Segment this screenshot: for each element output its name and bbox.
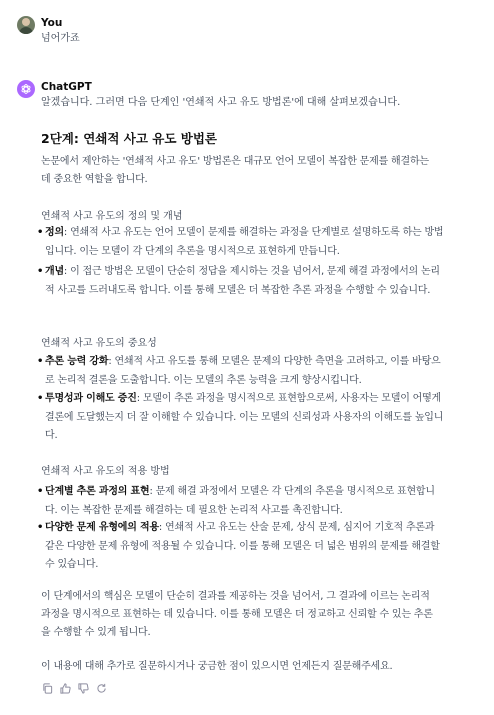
- subsection-title: 연쇄적 사고 유도의 적용 방법: [41, 466, 170, 477]
- list-item: • 단계별 추론 과정의 표현: 문제 해결 과정에서 모델은 각 단계의 추론을 명시적으로 표현합니다. 이는 복잡한 문제를 해결하는 데 필요한 논리적 사고를 촉진합니다.: [37, 486, 435, 516]
- section-heading: 2단계: 연쇄적 사고 유도 방법론: [41, 131, 218, 146]
- assistant-intro: 알겠습니다. 그러면 다음 단계인 '연쇄적 사고 유도 방법론'에 대해 살펴보겠습니다.: [41, 97, 401, 108]
- user-name: You: [41, 17, 63, 29]
- list-item-term: 개념: [45, 266, 64, 277]
- assistant-name: ChatGPT: [41, 81, 92, 93]
- openai-logo-icon: [20, 83, 32, 95]
- list-item: • 개념: 이 접근 방법은 모델이 단순히 정답을 제시하는 것을 넘어서, 문제 해결 과정에서의 논리적 사고를 드러내도록 합니다. 이를 통해 모델은 더 복잡한 추론 과정을 수행할 수 있습니다.: [37, 266, 440, 296]
- intro-paragraph: 논문에서 제안하는 '연쇄적 사고 유도' 방법론은 대규모 언어 모델이 복잡한 문제를 해결하는 데 중요한 역할을 합니다.: [41, 156, 429, 185]
- copy-icon[interactable]: [41, 682, 53, 694]
- thumbs-up-icon[interactable]: [59, 682, 71, 694]
- list-item-text: : 연쇄적 사고 유도를 통해 모델은 문제의 다양한 측면을 고려하고, 이를 바탕으로 논리적 결론을 도출합니다. 이는 모델의 추론 능력을 크게 향상시킵니다.: [45, 356, 441, 386]
- subsection-title: 연쇄적 사고 유도의 중요성: [41, 338, 157, 349]
- list-item: • 다양한 문제 유형에의 적용: 연쇄적 사고 유도는 산술 문제, 상식 문제, 심지어 기호적 추론과 같은 다양한 문제 유형에 적용될 수 있습니다. 이를 통해 모델은 더 넓은 범위의 문제를 해결할 수 있습니다.: [37, 522, 440, 570]
- regenerate-icon[interactable]: [95, 682, 107, 694]
- list-item: • 정의: 연쇄적 사고 유도는 언어 모델이 문제를 해결하는 과정을 단계별로 설명하도록 하는 방법입니다. 이는 모델이 각 단계의 추론을 명시적으로 표현하게 만듭니다.: [37, 227, 444, 257]
- list-item-term: 정의: [45, 227, 64, 238]
- message-actions: [41, 682, 107, 694]
- list-item-term: 투명성과 이해도 증진: [45, 393, 137, 404]
- user-message: 넘어가죠: [41, 33, 80, 44]
- list-item-term: 단계별 추론 과정의 표현: [45, 486, 150, 497]
- list-item-text: : 문제 해결 과정에서 모델은 각 단계의 추론을 명시적으로 표현합니다. 이는 복잡한 문제를 해결하는 데 필요한 논리적 사고를 촉진합니다.: [45, 486, 435, 516]
- summary-paragraph: 이 단계에서의 핵심은 모델이 단순히 결과를 제공하는 것을 넘어서, 그 결과에 이르는 논리적 과정을 명시적으로 표현하는 데 있습니다. 이를 통해 모델은 더 정교하고 신뢰할 수 있는 추론을 수행할 수 있게 됩니다.: [41, 591, 433, 638]
- chatgpt-avatar: [17, 80, 35, 98]
- thumbs-down-icon[interactable]: [77, 682, 89, 694]
- list-item: • 추론 능력 강화: 연쇄적 사고 유도를 통해 모델은 문제의 다양한 측면을 고려하고, 이를 바탕으로 논리적 결론을 도출합니다. 이는 모델의 추론 능력을 크게 향상시킵니다.: [37, 356, 441, 386]
- list-item: • 투명성과 이해도 증진: 모델이 추론 과정을 명시적으로 표현함으로써, 사용자는 모델이 어떻게 결론에 도달했는지 더 잘 이해할 수 있습니다. 이는 모델의 신뢰성과 사용자의 이해도를 높입니다.: [37, 393, 444, 441]
- list-item-text: : 이 접근 방법은 모델이 단순히 정답을 제시하는 것을 넘어서, 문제 해결 과정에서의 논리적 사고를 드러내도록 합니다. 이를 통해 모델은 더 복잡한 추론 과정을 수행할 수 있습니다.: [45, 266, 440, 296]
- subsection-title: 연쇄적 사고 유도의 정의 및 개념: [41, 211, 183, 222]
- list-item-text: : 연쇄적 사고 유도는 산술 문제, 상식 문제, 심지어 기호적 추론과 같은 다양한 문제 유형에 적용될 수 있습니다. 이를 통해 모델은 더 넓은 범위의 문제를 해결할 수 있습니다.: [45, 522, 440, 570]
- closing-paragraph: 이 내용에 대해 추가로 질문하시거나 궁금한 점이 있으시면 언제든지 질문해주세요.: [41, 661, 393, 672]
- list-item-text: : 연쇄적 사고 유도는 언어 모델이 문제를 해결하는 과정을 단계별로 설명하도록 하는 방법입니다. 이는 모델이 각 단계의 추론을 명시적으로 표현하게 만듭니다.: [45, 227, 444, 257]
- list-item-term: 추론 능력 강화: [45, 356, 109, 367]
- user-avatar: [17, 16, 35, 34]
- list-item-text: : 모델이 추론 과정을 명시적으로 표현함으로써, 사용자는 모델이 어떻게 결론에 도달했는지 더 잘 이해할 수 있습니다. 이는 모델의 신뢰성과 사용자의 이해도를 높입니다.: [45, 393, 444, 441]
- list-item-term: 다양한 문제 유형에의 적용: [45, 522, 159, 533]
